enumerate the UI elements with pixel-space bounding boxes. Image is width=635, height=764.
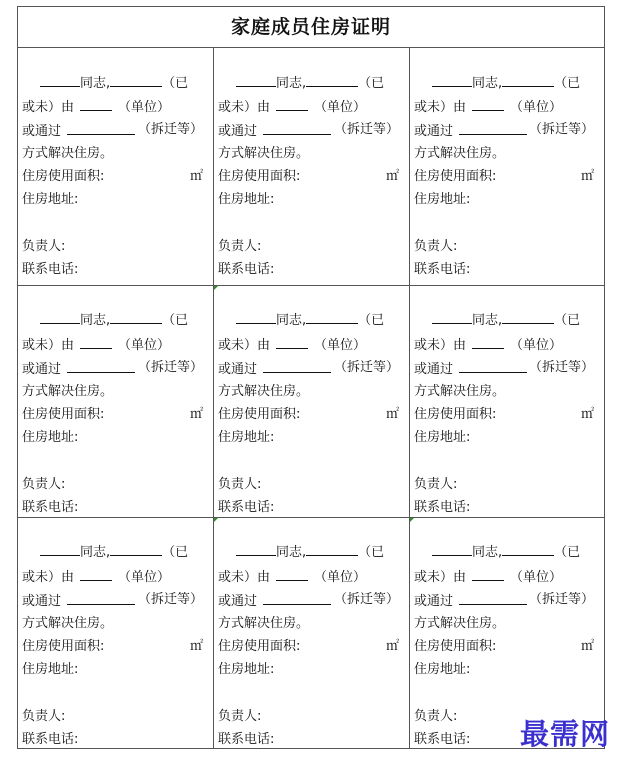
or-not-label: 或未）由 bbox=[22, 338, 75, 353]
housing-method-text: 方式解决住房。 bbox=[414, 146, 506, 161]
line-comrade bbox=[432, 542, 600, 560]
line-unit bbox=[22, 97, 209, 115]
line-method bbox=[22, 121, 209, 139]
line-area bbox=[414, 406, 600, 424]
relation-blank bbox=[502, 73, 554, 87]
responsible-person-label: 负责人: bbox=[218, 477, 262, 492]
name-blank bbox=[432, 73, 472, 87]
line-comrade bbox=[432, 310, 600, 328]
already-label: （已 bbox=[162, 76, 189, 91]
certificate-card bbox=[18, 48, 214, 286]
page-title: 家庭成员住房证明 bbox=[18, 7, 604, 48]
line-method bbox=[218, 591, 405, 609]
or-through-label: 或通过 bbox=[414, 594, 454, 609]
housing-method-text: 方式解决住房。 bbox=[22, 384, 114, 399]
housing-method-text: 方式解决住房。 bbox=[414, 384, 506, 399]
area-label: 住房使用面积: bbox=[22, 169, 105, 184]
certificate-card bbox=[214, 518, 410, 748]
line-area bbox=[414, 168, 600, 186]
phone-label: 联系电话: bbox=[22, 732, 79, 747]
area-label: 住房使用面积: bbox=[414, 169, 497, 184]
already-label: （已 bbox=[554, 545, 581, 560]
watermark-logo: 最需网 bbox=[520, 717, 611, 751]
address-label: 住房地址: bbox=[22, 430, 79, 445]
responsible-person-label: 负责人: bbox=[414, 477, 458, 492]
line-area bbox=[22, 406, 209, 424]
phone-label: 联系电话: bbox=[218, 732, 275, 747]
line-area bbox=[218, 168, 405, 186]
certificate-card bbox=[410, 286, 604, 518]
address-label: 住房地址: bbox=[22, 662, 79, 677]
or-not-label: 或未）由 bbox=[414, 100, 467, 115]
line-area bbox=[218, 638, 405, 656]
address-label: 住房地址: bbox=[414, 430, 471, 445]
comrade-label: 同志, bbox=[472, 76, 503, 91]
demolition-label: （拆迁等） bbox=[528, 122, 594, 137]
method-blank bbox=[263, 121, 331, 135]
line-method bbox=[22, 359, 209, 377]
address-label: 住房地址: bbox=[218, 192, 275, 207]
line-unit bbox=[218, 97, 405, 115]
certificate-card bbox=[18, 286, 214, 518]
name-blank bbox=[236, 310, 276, 324]
line-comrade bbox=[40, 73, 209, 91]
comrade-label: 同志, bbox=[80, 313, 111, 328]
line-method bbox=[218, 121, 405, 139]
name-blank bbox=[236, 73, 276, 87]
line-area bbox=[22, 638, 209, 656]
unit-label: （单位） bbox=[510, 100, 563, 115]
line-unit bbox=[22, 335, 209, 353]
line-unit bbox=[218, 335, 405, 353]
comrade-label: 同志, bbox=[472, 545, 503, 560]
line-method bbox=[414, 591, 600, 609]
method-blank bbox=[459, 121, 527, 135]
line-comrade bbox=[236, 73, 405, 91]
unit-label: （单位） bbox=[314, 100, 367, 115]
or-not-label: 或未）由 bbox=[218, 338, 271, 353]
responsible-person-label: 负责人: bbox=[22, 477, 66, 492]
or-through-label: 或通过 bbox=[22, 124, 62, 139]
demolition-label: （拆迁等） bbox=[528, 592, 594, 607]
line-comrade bbox=[40, 310, 209, 328]
unit-blank bbox=[80, 97, 112, 111]
area-label: 住房使用面积: bbox=[22, 639, 105, 654]
area-label: 住房使用面积: bbox=[22, 407, 105, 422]
housing-method-text: 方式解决住房。 bbox=[218, 384, 310, 399]
area-label: 住房使用面积: bbox=[218, 169, 301, 184]
relation-blank bbox=[110, 310, 162, 324]
unit-blank bbox=[276, 97, 308, 111]
or-not-label: 或未）由 bbox=[414, 338, 467, 353]
line-unit bbox=[414, 335, 600, 353]
responsible-person-label: 负责人: bbox=[414, 239, 458, 254]
responsible-person-label: 负责人: bbox=[22, 239, 66, 254]
unit-blank bbox=[472, 567, 504, 581]
square-meter-unit: ㎡ bbox=[189, 639, 203, 654]
unit-label: （单位） bbox=[510, 338, 563, 353]
responsible-person-label: 负责人: bbox=[414, 709, 458, 724]
comrade-label: 同志, bbox=[276, 545, 307, 560]
responsible-person-label: 负责人: bbox=[218, 709, 262, 724]
already-label: （已 bbox=[162, 313, 189, 328]
phone-label: 联系电话: bbox=[22, 262, 79, 277]
line-area bbox=[218, 406, 405, 424]
method-blank bbox=[67, 121, 135, 135]
name-blank bbox=[236, 542, 276, 556]
square-meter-unit: ㎡ bbox=[385, 407, 399, 422]
demolition-label: （拆迁等） bbox=[333, 360, 399, 375]
line-comrade bbox=[432, 73, 600, 91]
method-blank bbox=[263, 359, 331, 373]
square-meter-unit: ㎡ bbox=[385, 639, 399, 654]
line-unit bbox=[414, 567, 600, 585]
responsible-person-label: 负责人: bbox=[218, 239, 262, 254]
method-blank bbox=[67, 359, 135, 373]
line-unit bbox=[218, 567, 405, 585]
housing-method-text: 方式解决住房。 bbox=[22, 616, 114, 631]
area-label: 住房使用面积: bbox=[414, 639, 497, 654]
address-label: 住房地址: bbox=[414, 192, 471, 207]
or-through-label: 或通过 bbox=[414, 362, 454, 377]
demolition-label: （拆迁等） bbox=[333, 122, 399, 137]
certificate-card bbox=[18, 518, 214, 748]
or-through-label: 或通过 bbox=[218, 124, 258, 139]
square-meter-unit: ㎡ bbox=[189, 407, 203, 422]
phone-label: 联系电话: bbox=[414, 262, 471, 277]
line-method bbox=[414, 121, 600, 139]
line-method bbox=[218, 359, 405, 377]
housing-method-text: 方式解决住房。 bbox=[218, 616, 310, 631]
relation-blank bbox=[502, 542, 554, 556]
method-blank bbox=[263, 591, 331, 605]
unit-blank bbox=[80, 335, 112, 349]
method-blank bbox=[459, 359, 527, 373]
line-area bbox=[22, 168, 209, 186]
unit-label: （单位） bbox=[118, 338, 171, 353]
name-blank bbox=[40, 542, 80, 556]
square-meter-unit: ㎡ bbox=[189, 169, 203, 184]
relation-blank bbox=[110, 542, 162, 556]
housing-method-text: 方式解决住房。 bbox=[22, 146, 114, 161]
relation-blank bbox=[306, 542, 358, 556]
line-area bbox=[414, 638, 600, 656]
phone-label: 联系电话: bbox=[22, 500, 79, 515]
unit-blank bbox=[276, 335, 308, 349]
line-unit bbox=[414, 97, 600, 115]
or-through-label: 或通过 bbox=[22, 362, 62, 377]
demolition-label: （拆迁等） bbox=[333, 592, 399, 607]
demolition-label: （拆迁等） bbox=[137, 122, 203, 137]
unit-label: （单位） bbox=[314, 338, 367, 353]
certificate-card bbox=[214, 48, 410, 286]
demolition-label: （拆迁等） bbox=[528, 360, 594, 375]
unit-blank bbox=[80, 567, 112, 581]
address-label: 住房地址: bbox=[22, 192, 79, 207]
area-label: 住房使用面积: bbox=[414, 407, 497, 422]
line-comrade bbox=[40, 542, 209, 560]
phone-label: 联系电话: bbox=[218, 262, 275, 277]
comrade-label: 同志, bbox=[276, 76, 307, 91]
unit-label: （单位） bbox=[118, 100, 171, 115]
method-blank bbox=[459, 591, 527, 605]
or-not-label: 或未）由 bbox=[22, 100, 75, 115]
name-blank bbox=[40, 73, 80, 87]
relation-blank bbox=[110, 73, 162, 87]
or-not-label: 或未）由 bbox=[414, 570, 467, 585]
or-through-label: 或通过 bbox=[218, 362, 258, 377]
already-label: （已 bbox=[358, 313, 385, 328]
comrade-label: 同志, bbox=[276, 313, 307, 328]
or-through-label: 或通过 bbox=[414, 124, 454, 139]
or-not-label: 或未）由 bbox=[22, 570, 75, 585]
area-label: 住房使用面积: bbox=[218, 639, 301, 654]
card-grid bbox=[18, 48, 604, 748]
phone-label: 联系电话: bbox=[414, 732, 471, 747]
housing-method-text: 方式解决住房。 bbox=[414, 616, 506, 631]
cell-corner-mark bbox=[214, 286, 218, 290]
unit-label: （单位） bbox=[314, 570, 367, 585]
cell-corner-mark bbox=[410, 518, 414, 522]
name-blank bbox=[432, 310, 472, 324]
unit-label: （单位） bbox=[510, 570, 563, 585]
square-meter-unit: ㎡ bbox=[580, 407, 594, 422]
already-label: （已 bbox=[554, 313, 581, 328]
already-label: （已 bbox=[554, 76, 581, 91]
comrade-label: 同志, bbox=[472, 313, 503, 328]
unit-blank bbox=[472, 335, 504, 349]
certificate-card bbox=[410, 48, 604, 286]
or-through-label: 或通过 bbox=[22, 594, 62, 609]
address-label: 住房地址: bbox=[218, 430, 275, 445]
housing-method-text: 方式解决住房。 bbox=[218, 146, 310, 161]
name-blank bbox=[432, 542, 472, 556]
relation-blank bbox=[502, 310, 554, 324]
comrade-label: 同志, bbox=[80, 545, 111, 560]
square-meter-unit: ㎡ bbox=[385, 169, 399, 184]
square-meter-unit: ㎡ bbox=[580, 639, 594, 654]
phone-label: 联系电话: bbox=[414, 500, 471, 515]
already-label: （已 bbox=[358, 545, 385, 560]
square-meter-unit: ㎡ bbox=[580, 169, 594, 184]
or-through-label: 或通过 bbox=[218, 594, 258, 609]
already-label: （已 bbox=[162, 545, 189, 560]
already-label: （已 bbox=[358, 76, 385, 91]
responsible-person-label: 负责人: bbox=[22, 709, 66, 724]
relation-blank bbox=[306, 73, 358, 87]
phone-label: 联系电话: bbox=[218, 500, 275, 515]
method-blank bbox=[67, 591, 135, 605]
line-unit bbox=[22, 567, 209, 585]
line-method bbox=[22, 591, 209, 609]
address-label: 住房地址: bbox=[218, 662, 275, 677]
area-label: 住房使用面积: bbox=[218, 407, 301, 422]
cell-corner-mark bbox=[214, 518, 218, 522]
or-not-label: 或未）由 bbox=[218, 570, 271, 585]
name-blank bbox=[40, 310, 80, 324]
certificate-sheet bbox=[17, 6, 605, 749]
unit-blank bbox=[276, 567, 308, 581]
unit-label: （单位） bbox=[118, 570, 171, 585]
or-not-label: 或未）由 bbox=[218, 100, 271, 115]
unit-blank bbox=[472, 97, 504, 111]
line-comrade bbox=[236, 310, 405, 328]
address-label: 住房地址: bbox=[414, 662, 471, 677]
line-comrade bbox=[236, 542, 405, 560]
demolition-label: （拆迁等） bbox=[137, 360, 203, 375]
line-method bbox=[414, 359, 600, 377]
demolition-label: （拆迁等） bbox=[137, 592, 203, 607]
relation-blank bbox=[306, 310, 358, 324]
comrade-label: 同志, bbox=[80, 76, 111, 91]
certificate-card bbox=[214, 286, 410, 518]
